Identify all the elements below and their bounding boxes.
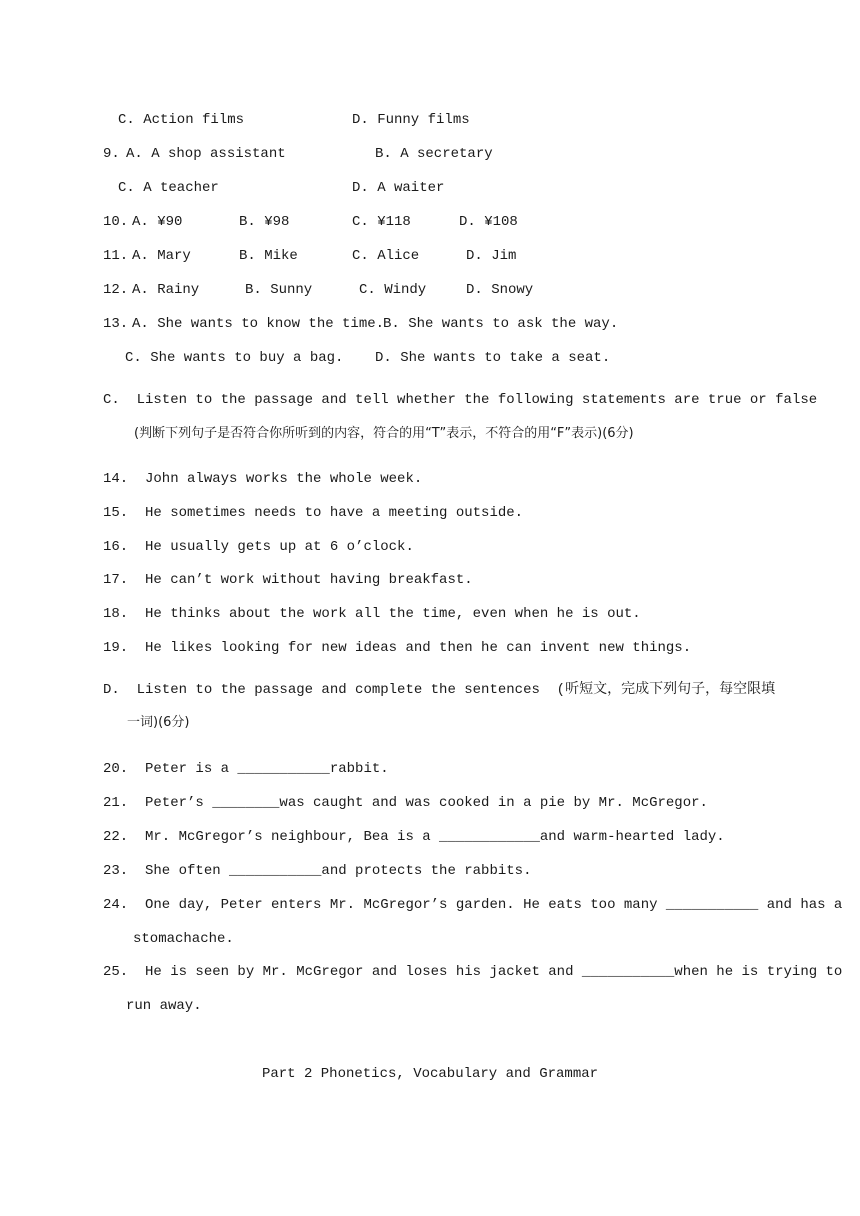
- section-d-instruction: 一词)(6分): [127, 715, 190, 730]
- q13-option-d: D. She wants to take a seat.: [375, 350, 611, 366]
- q8-option-c: C. Action films: [118, 112, 245, 128]
- sentence-22: 22. Mr. McGregor’s neighbour, Bea is a ____________and warm-hearted lady.: [103, 829, 725, 845]
- q12-option-b: B. Sunny: [245, 282, 313, 298]
- q12-number: 12.: [103, 282, 129, 298]
- q10-option-c: C. ¥118: [352, 214, 411, 230]
- statement-15: 15. He sometimes needs to have a meeting outside.: [103, 505, 524, 521]
- sentence-24: 24. One day, Peter enters Mr. McGregor’s garden. He eats too many ___________ and has a: [103, 897, 843, 913]
- q11-number: 11.: [103, 248, 129, 264]
- sentence-21: 21. Peter’s ________was caught and was cooked in a pie by Mr. McGregor.: [103, 795, 708, 811]
- q9-option-c: C. A teacher: [118, 180, 219, 196]
- statement-19: 19. He likes looking for new ideas and then he can invent new things.: [103, 640, 692, 656]
- q9-number: 9.: [103, 146, 120, 162]
- q13-option-a: A. She wants to know the time.: [132, 316, 385, 332]
- q12-option-a: A. Rainy: [132, 282, 200, 298]
- part2-title: Part 2 Phonetics, Vocabulary and Grammar: [261, 1066, 599, 1082]
- q11-option-d: D. Jim: [466, 248, 517, 264]
- q9-option-d: D. A waiter: [352, 180, 445, 196]
- q11-option-b: B. Mike: [239, 248, 298, 264]
- q12-option-c: C. Windy: [359, 282, 427, 298]
- q11-option-a: A. Mary: [132, 248, 191, 264]
- section-c-heading: C. Listen to the passage and tell whether the following statements are true or false: [103, 392, 818, 408]
- q11-option-c: C. Alice: [352, 248, 420, 264]
- q10-option-d: D. ¥108: [459, 214, 518, 230]
- section-c-instruction: (判断下列句子是否符合你所听到的内容，符合的用“T”表示，不符合的用“F”表示)(6分): [134, 426, 634, 441]
- q10-option-a: A. ¥90: [132, 214, 183, 230]
- section-d-heading: D. Listen to the passage and complete the sentences (听短文，完成下列句子，每空限填: [103, 682, 776, 698]
- q10-number: 10.: [103, 214, 129, 230]
- statement-16: 16. He usually gets up at 6 o’clock.: [103, 539, 414, 555]
- q9-option-a: A. A shop assistant: [126, 146, 286, 162]
- q13-option-c: C. She wants to buy a bag.: [125, 350, 344, 366]
- sentence-20: 20. Peter is a ___________rabbit.: [103, 761, 389, 777]
- q13-number: 13.: [103, 316, 129, 332]
- sentence-25: 25. He is seen by Mr. McGregor and loses his jacket and ___________when he is trying to: [103, 964, 843, 980]
- q12-option-d: D. Snowy: [466, 282, 534, 298]
- statement-14: 14. John always works the whole week.: [103, 471, 423, 487]
- statement-17: 17. He can’t work without having breakfast.: [103, 572, 473, 588]
- q9-option-b: B. A secretary: [375, 146, 493, 162]
- sentence-25-continued: run away.: [126, 998, 202, 1014]
- sentence-24-continued: stomachache.: [133, 931, 234, 947]
- q13-option-b: B. She wants to ask the way.: [383, 316, 619, 332]
- q8-option-d: D. Funny films: [352, 112, 470, 128]
- q10-option-b: B. ¥98: [239, 214, 290, 230]
- statement-18: 18. He thinks about the work all the time, even when he is out.: [103, 606, 641, 622]
- sentence-23: 23. She often ___________and protects the rabbits.: [103, 863, 532, 879]
